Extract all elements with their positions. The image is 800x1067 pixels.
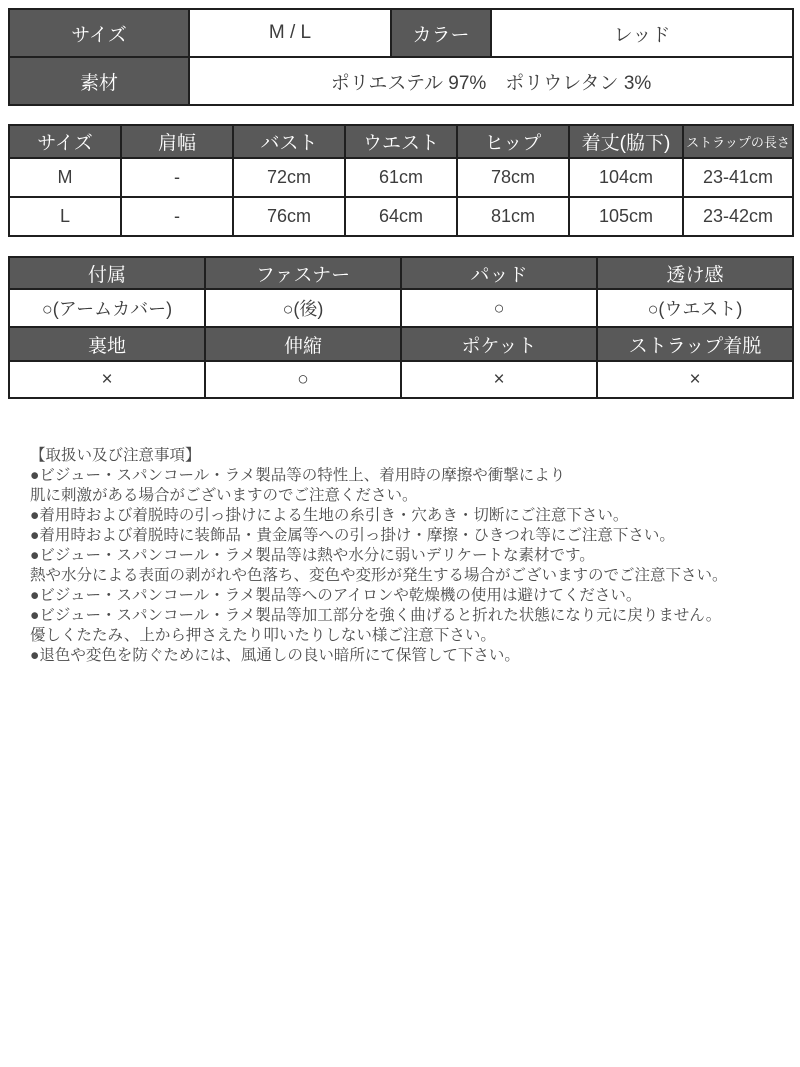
- color-value-cell: レッド: [491, 9, 793, 57]
- color-label-cell: カラー: [391, 9, 491, 57]
- feature-header-lining: 裏地: [9, 327, 205, 361]
- measurements-table: [8, 124, 794, 237]
- feature-header-pocket: ポケット: [401, 327, 597, 361]
- m-waist-cell: 61cm: [345, 158, 457, 197]
- measurements-row-l: [9, 197, 793, 236]
- measurements-header-size: サイズ: [9, 125, 121, 158]
- care-note-line: ●ビジュー・スパンコール・ラメ製品等加工部分を強く曲げると折れた状態になり元に戻りません。: [30, 607, 722, 624]
- size-color-material-table: [8, 8, 794, 106]
- care-note-line: ●退色や変色を防ぐためには、風通しの良い暗所にて保管して下さい。: [30, 647, 520, 664]
- measurements-row-m: [9, 158, 793, 197]
- m-hip-cell: 78cm: [457, 158, 569, 197]
- feature-value-lining: ×: [9, 361, 205, 398]
- material-label-cell: 素材: [9, 57, 189, 105]
- l-size-cell: L: [9, 197, 121, 236]
- size-label-cell: サイズ: [9, 9, 189, 57]
- feature-header-sheerness: 透け感: [597, 257, 793, 289]
- care-note-line: ●ビジュー・スパンコール・ラメ製品等は熱や水分に弱いデリケートな素材です。: [30, 547, 595, 564]
- feature-value-pocket: ×: [401, 361, 597, 398]
- m-bust-cell: 72cm: [233, 158, 345, 197]
- care-note-line: ●ビジュー・スパンコール・ラメ製品等の特性上、着用時の摩擦や衝撃により: [30, 467, 566, 484]
- feature-header-stretch: 伸縮: [205, 327, 401, 361]
- feature-value-fastener: ○(後): [205, 289, 401, 327]
- feature-header-strap-detach: ストラップ着脱: [597, 327, 793, 361]
- l-strap-cell: 23-42cm: [683, 197, 793, 236]
- measurements-header-shoulder: 肩幅: [121, 125, 233, 158]
- care-notes: [30, 446, 782, 666]
- care-notes-title: 【取扱い及び注意事項】: [30, 447, 201, 464]
- l-shoulder-cell: -: [121, 197, 233, 236]
- care-note-line: ●ビジュー・スパンコール・ラメ製品等へのアイロンや乾燥機の使用は避けてください。: [30, 587, 642, 604]
- m-size-cell: M: [9, 158, 121, 197]
- feature-header-pad: パッド: [401, 257, 597, 289]
- feature-header-accessory: 付属: [9, 257, 205, 289]
- m-strap-cell: 23-41cm: [683, 158, 793, 197]
- size-value-cell: M / L: [189, 9, 391, 57]
- l-waist-cell: 64cm: [345, 197, 457, 236]
- care-note-line: 優しくたたみ、上から押さえたり叩いたりしない様ご注意下さい。: [30, 627, 496, 644]
- feature-header-fastener: ファスナー: [205, 257, 401, 289]
- measurements-header-length: 着丈(脇下): [569, 125, 683, 158]
- feature-value-stretch: ○: [205, 361, 401, 398]
- feature-value-strap-detach: ×: [597, 361, 793, 398]
- m-length-cell: 104cm: [569, 158, 683, 197]
- measurements-header-strap: ストラップの長さ: [683, 125, 793, 158]
- feature-value-accessory: ○(アームカバー): [9, 289, 205, 327]
- l-bust-cell: 76cm: [233, 197, 345, 236]
- feature-value-sheerness: ○(ウエスト): [597, 289, 793, 327]
- measurements-header-waist: ウエスト: [345, 125, 457, 158]
- material-value-cell: ポリエステル 97% ポリウレタン 3%: [189, 57, 793, 105]
- l-hip-cell: 81cm: [457, 197, 569, 236]
- l-length-cell: 105cm: [569, 197, 683, 236]
- measurements-header-hip: ヒップ: [457, 125, 569, 158]
- care-note-line: ●着用時および着脱時に装飾品・貴金属等への引っ掛け・摩擦・ひきつれ等にご注意下さい。: [30, 527, 675, 544]
- measurements-header-bust: バスト: [233, 125, 345, 158]
- features-table: [8, 256, 794, 399]
- care-note-line: ●着用時および着脱時の引っ掛けによる生地の糸引き・穴あき・切断にご注意下さい。: [30, 507, 629, 524]
- care-note-line: 熱や水分による表面の剥がれや色落ち、変色や変形が発生する場合がございますのでご注意下さい。: [30, 567, 728, 584]
- care-note-line: 肌に刺激がある場合がございますのでご注意ください。: [30, 487, 418, 504]
- feature-value-pad: ○: [401, 289, 597, 327]
- m-shoulder-cell: -: [121, 158, 233, 197]
